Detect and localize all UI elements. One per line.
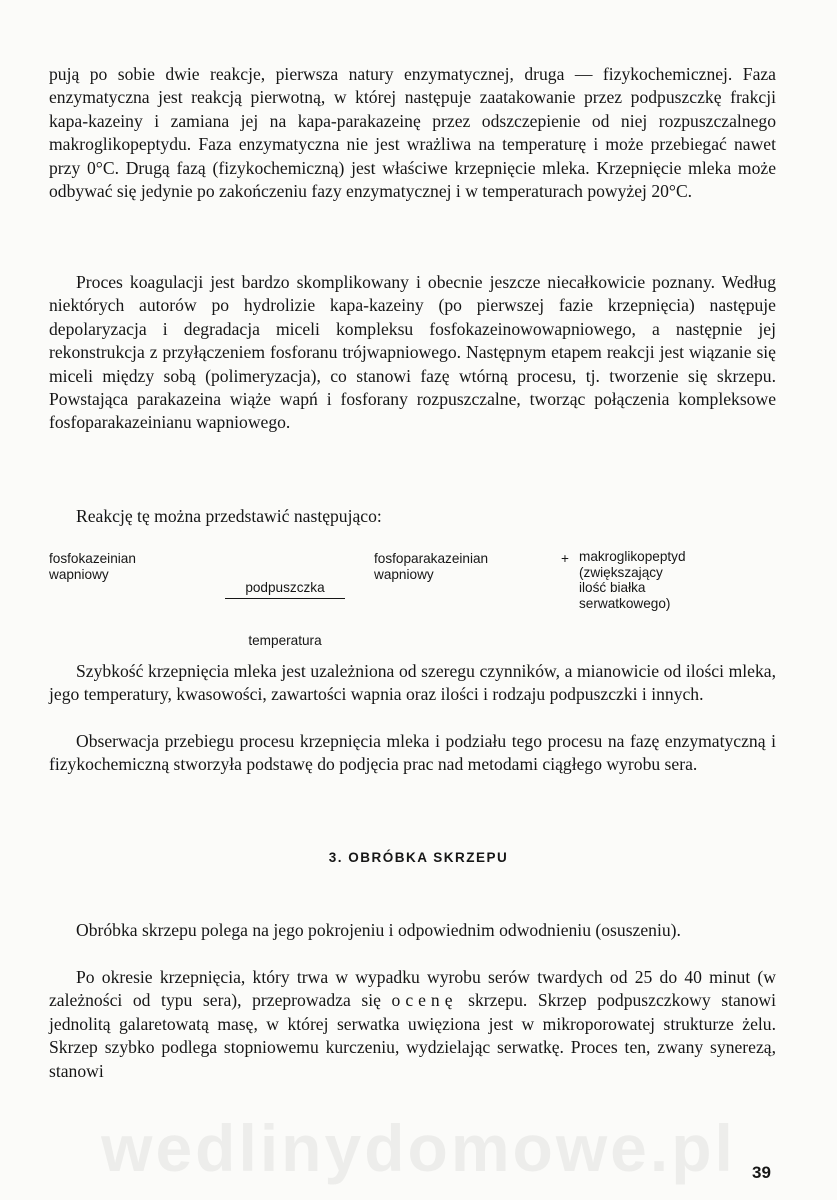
- reaction-equation: [49, 547, 776, 647]
- paragraph-curd-assessment-end: skrzepu. Skrzep podpuszczkowy stanowi jednolitą galaretowatą masę, w której serwatka uwięziona jest w mikroporowatej strukturze żelu. Skrzep szybko podlega stopniowemu kurczeniu, wydzielając serwatkę. Proces ten, zwany synerezą, stanowi: [49, 990, 776, 1081]
- reaction-arrow-condition: temperatura: [248, 632, 322, 648]
- watermark: wedlinydomowe.pl: [101, 1111, 736, 1185]
- paragraph-enzymatic-phase: pują po sobie dwie reakcje, pierwsza natury enzymatycznej, druga — fizykochemicznej. Faza enzymatyczna jest reakcją pierwotną, w której następuje zaatakowanie przez podpuszczkę frakcji kapa-kazeiny i zamiana jej na kapa-parakazeinę przez odszczepienie od niej rozpuszczalnego makroglikopeptydu. Faza enzymatyczna nie jest wrażliwa na temperaturę i może przebiegać nawet przy 0°C. Drugą fazą (fizykochemiczną) jest właściwe krzepnięcie mleka. Krzepnięcie mleka może odbywać się jedynie po zakończeniu fazy enzymatycznej i w temperaturach powyżej 20°C.: [49, 64, 776, 202]
- paragraph-observation: Obserwacja przebiegu procesu krzepnięcia mleka i podziału tego procesu na fazę enzymatyczną i fizykochemiczną stworzyła podstawę do podjęcia prac nad metodami ciągłego wyrobu sera.: [49, 731, 776, 775]
- emphasized-word: ocenę: [391, 990, 458, 1011]
- reaction-byproduct: makroglikopeptyd (zwiększający ilość białka serwatkowego): [579, 549, 686, 611]
- reaction-plus-sign: +: [561, 551, 569, 566]
- paragraph-curd-processing: Obróbka skrzepu polega na jego pokrojeniu i odpowiednim odwodnieniu (osuszeniu).: [76, 920, 681, 940]
- reaction-arrow-catalyst: podpuszczka: [225, 580, 345, 599]
- paragraph-reaction-intro: Reakcję tę można przedstawić następująco:: [76, 506, 382, 526]
- paragraph-coagulation-speed: Szybkość krzepnięcia mleka jest uzależniona od szeregu czynników, a mianowicie od ilości mleka, jego temperatury, kwasowości, zawartości wapnia oraz ilości i rodzaju podpuszczki i innych.: [49, 661, 776, 705]
- paragraph-coagulation-process: Proces koagulacji jest bardzo skomplikowany i obecnie jeszcze niecałkowicie poznany. Według niektórych autorów po hydrolizie kapa-kazeiny (po pierwszej fazie krzepnięcia) następuje depolaryzacja i degradacja miceli kompleksu fosfokazeinowowapniowego, a następnie jej rekonstrukcja z przyłączeniem fosforanu trójwapniowego. Następnym etapem reakcji jest wiązanie się miceli między sobą (polimeryzacja), co stanowi fazę wtórną procesu, tj. tworzenie się skrzepu. Powstająca parakazeina wiąże wapń i fosforany rozpuszczalne, tworząc połączenia kompleksowe fosfoparakazeinianu wapniowego.: [49, 272, 776, 433]
- page-number: 39: [752, 1163, 771, 1182]
- paragraph-curd-assessment-start: Po okresie krzepnięcia, który trwa w wypadku wyrobu serów twardych od 25 do 40 minut (w zależności od typu sera), przeprowadza się: [49, 967, 776, 1011]
- reaction-substrate: fosfokazeinian wapniowy: [49, 551, 136, 582]
- reaction-product: fosfoparakazeinian wapniowy: [374, 551, 489, 582]
- section-heading: 3. OBRÓBKA SKRZEPU: [328, 850, 509, 865]
- paragraph-curd-assessment: [49, 966, 776, 1083]
